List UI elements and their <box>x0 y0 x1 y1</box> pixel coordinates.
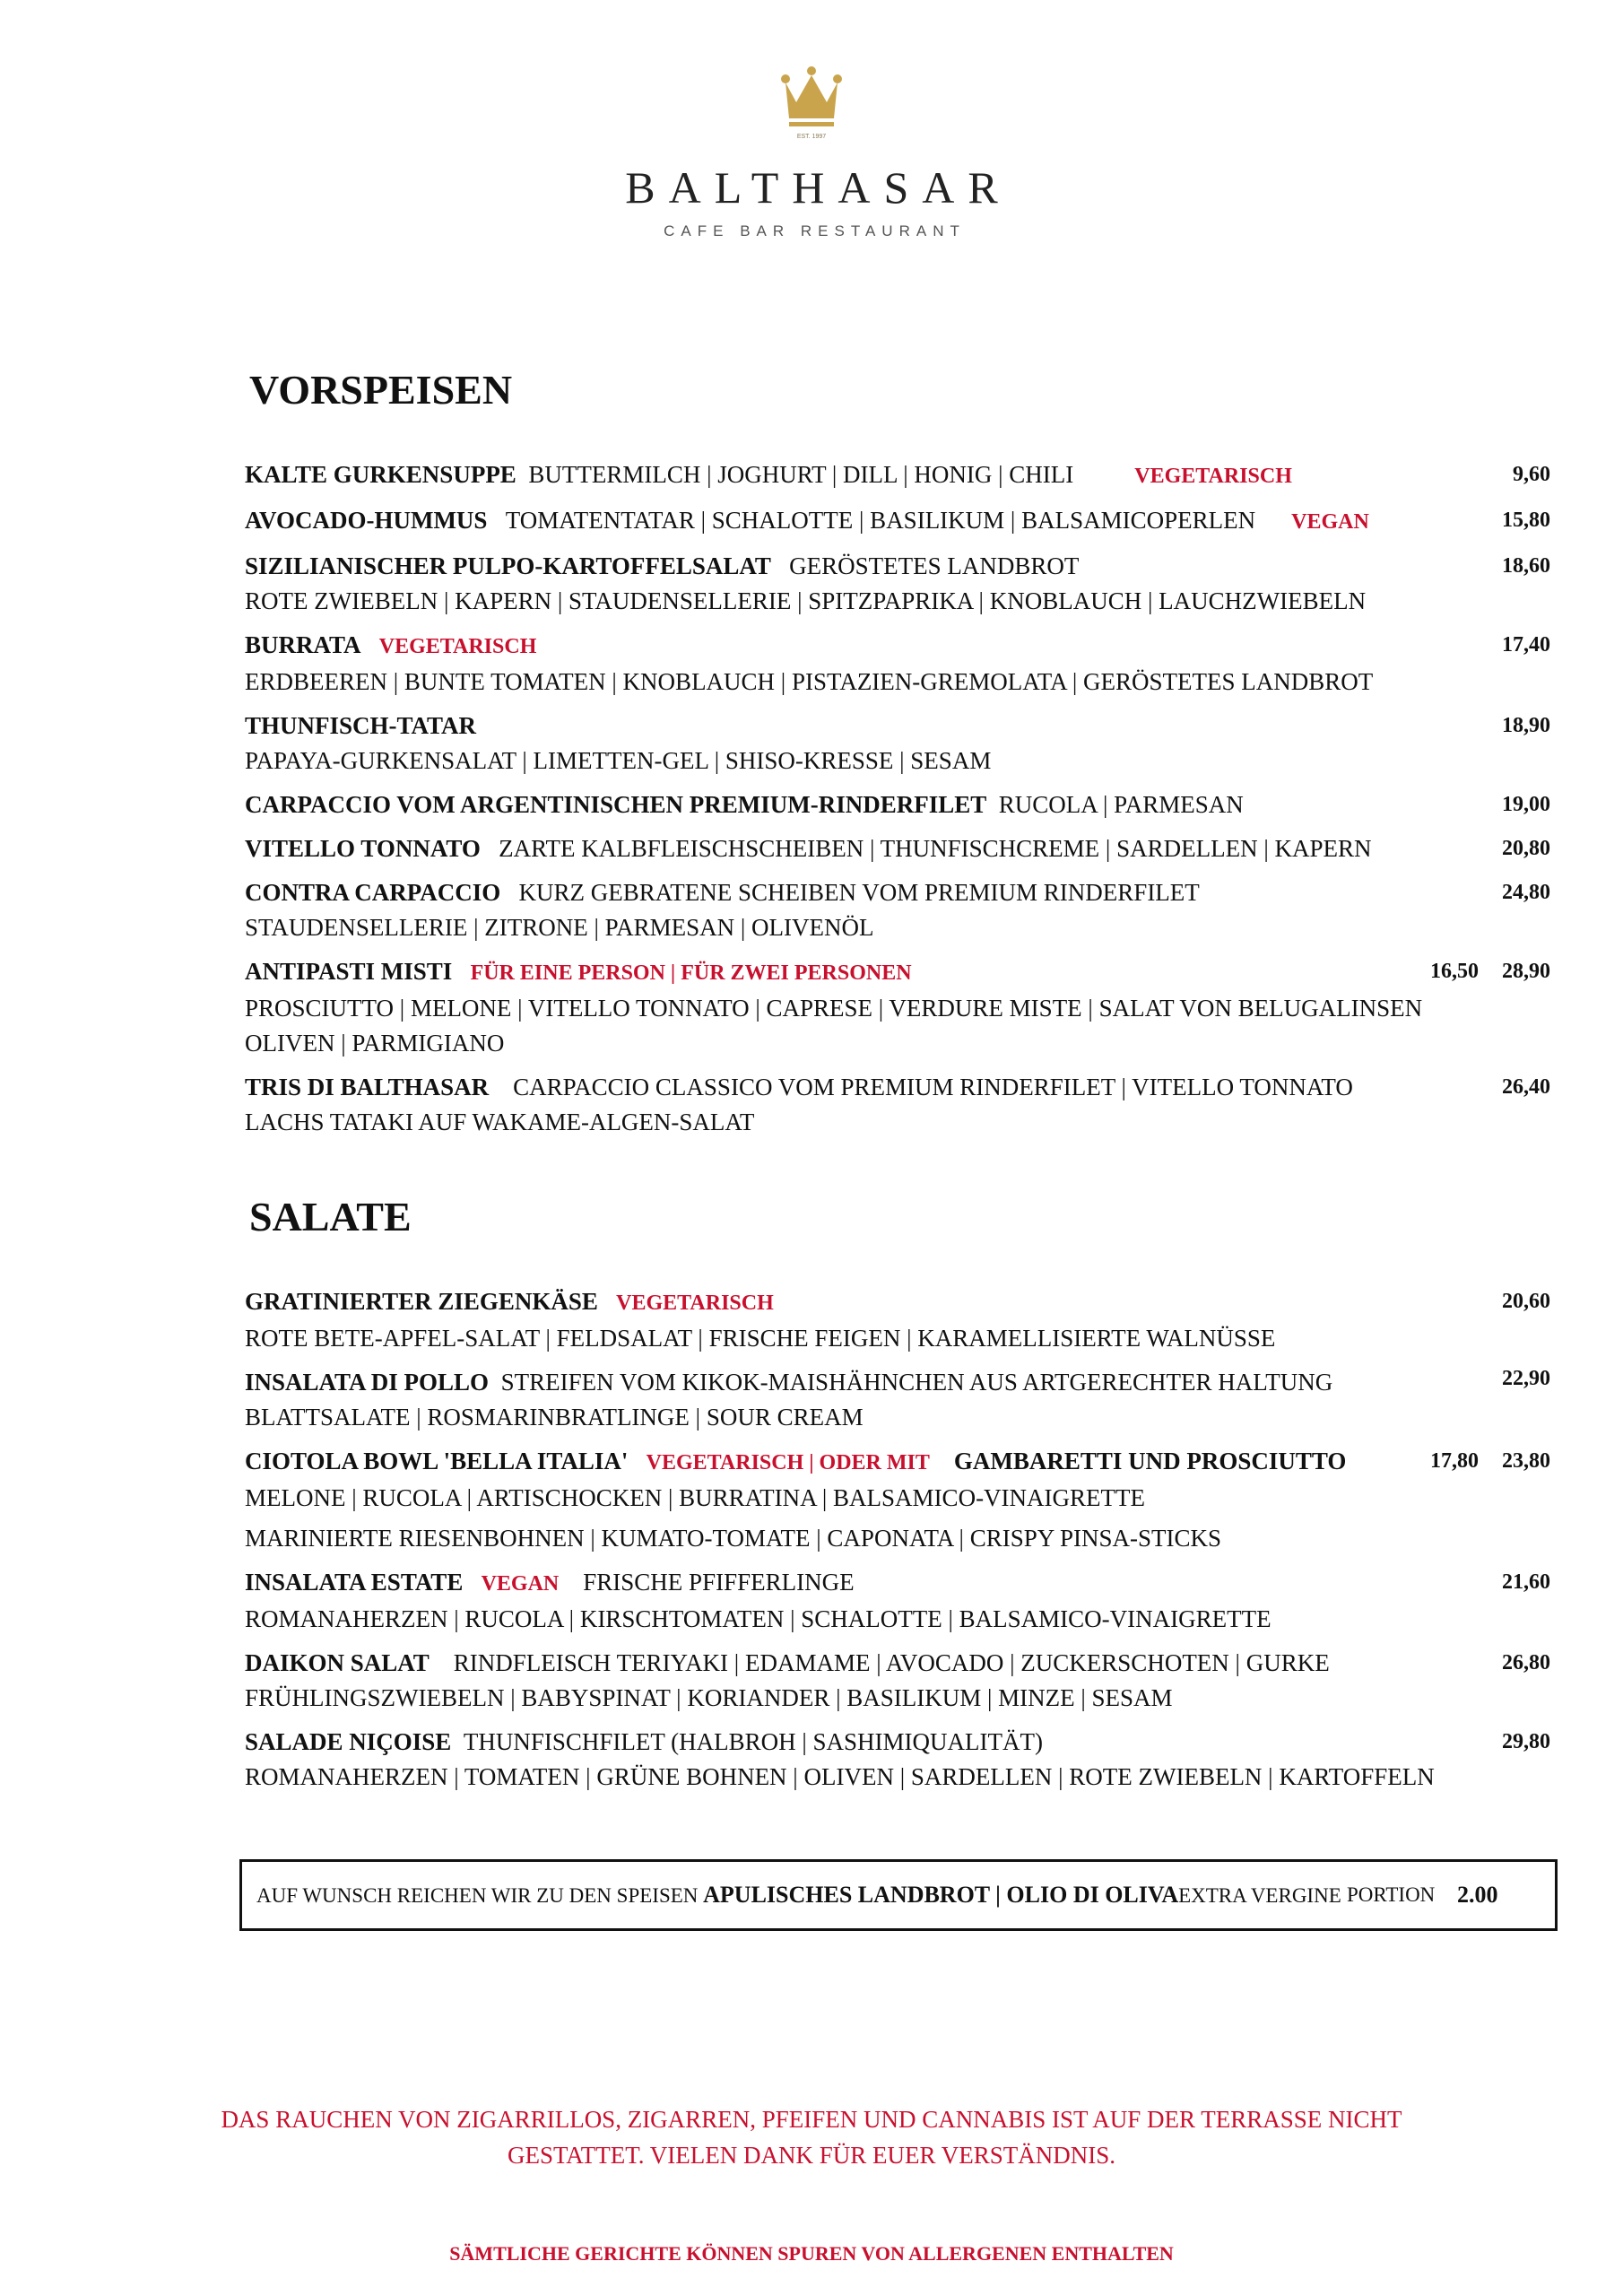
item-description: FRISCHE PFIFFERLINGE <box>583 1569 855 1596</box>
bread-intro: AUF WUNSCH REICHEN WIR ZU DEN SPEISEN <box>256 1884 699 1907</box>
item-description: THUNFISCHFILET (HALBROH | SASHIMIQUALITÄT) <box>463 1728 1043 1755</box>
section-title-vorspeisen: VORSPEISEN <box>249 367 513 413</box>
menu-item <box>245 628 1550 700</box>
item-price: 18,90 <box>1502 714 1550 737</box>
item-description: STAUDENSELLERIE | ZITRONE | PARMESAN | OLIVENÖL <box>245 914 874 941</box>
diet-tag: VEGAN <box>1291 510 1369 534</box>
item-description: LACHS TATAKI AUF WAKAME-ALGEN-SALAT <box>245 1109 755 1135</box>
item-description: GERÖSTETES LANDBROT <box>789 552 1080 579</box>
menu-item <box>245 1070 1550 1140</box>
item-description: RUCOLA | PARMESAN <box>998 791 1244 818</box>
item-name: CONTRA CARPACCIO <box>245 879 501 906</box>
item-name: GRATINIERTER ZIEGENKÄSE <box>245 1288 598 1315</box>
item-name: THUNFISCH-TATAR <box>245 712 477 739</box>
item-price: 26,80 <box>1502 1651 1550 1674</box>
item-price: 29,80 <box>1502 1730 1550 1753</box>
item-price-vegetarian: 17,80 <box>1430 1449 1479 1473</box>
item-name: SALADE NIÇOISE <box>245 1728 452 1755</box>
item-name: ANTIPASTI MISTI <box>245 958 453 985</box>
diet-tag: VEGETARISCH | ODER MIT <box>646 1451 930 1474</box>
crown-caption: EST. 1997 <box>796 134 827 140</box>
bread-highlight: APULISCHES LANDBROT | OLIO DI OLIVA <box>703 1882 1179 1908</box>
item-description: BLATTSALATE | ROSMARINBRATLINGE | SOUR CREAM <box>245 1404 864 1431</box>
menu-item <box>245 1444 1550 1556</box>
brand-tagline: CAFE BAR RESTAURANT <box>664 222 966 239</box>
item-name: BURRATA <box>245 631 361 658</box>
menu-item <box>245 875 1550 945</box>
menu-item <box>245 787 1550 822</box>
item-price: 28,90 <box>1502 960 1550 983</box>
item-name: VITELLO TONNATO <box>245 835 481 862</box>
portion-label: PORTION <box>1347 1883 1436 1906</box>
logo <box>0 63 1623 240</box>
menu-item <box>245 1646 1550 1716</box>
item-price: 22,90 <box>1502 1367 1550 1390</box>
salate-list <box>245 1284 1550 1804</box>
item-price: 23,80 <box>1502 1449 1550 1473</box>
crown-icon <box>780 63 843 144</box>
menu-item <box>245 709 1550 778</box>
vorspeisen-list <box>245 457 1550 1149</box>
menu-item <box>245 549 1550 619</box>
menu-item <box>245 1365 1550 1435</box>
menu-item <box>245 457 1550 494</box>
item-price: 20,80 <box>1502 837 1550 860</box>
item-description: MELONE | RUCOLA | ARTISCHOCKEN | BURRATINA | BALSAMICO-VINAIGRETTE <box>245 1484 1146 1511</box>
menu-item <box>245 503 1550 540</box>
allergen-notice: SÄMTLICHE GERICHTE KÖNNEN SPUREN VON ALLERGENEN ENTHALTEN <box>449 2242 1174 2265</box>
smoking-notice-line2: GESTATTET. VIELEN DANK FÜR EUER VERSTÄNDNIS. <box>507 2142 1116 2169</box>
diet-tag: FÜR EINE PERSON | FÜR ZWEI PERSONEN <box>470 961 912 985</box>
item-description: ROTE BETE-APFEL-SALAT | FELDSALAT | FRISCHE FEIGEN | KARAMELLISIERTE WALNÜSSE <box>245 1325 1276 1352</box>
item-price: 26,40 <box>1502 1075 1550 1099</box>
item-description: BUTTERMILCH | JOGHURT | DILL | HONIG | CHILI <box>528 461 1074 488</box>
item-description: ERDBEEREN | BUNTE TOMATEN | KNOBLAUCH | PISTAZIEN-GREMOLATA | GERÖSTETES LANDBROT <box>245 668 1374 695</box>
item-description: KURZ GEBRATENE SCHEIBEN VOM PREMIUM RINDERFILET <box>518 879 1200 906</box>
item-price: 24,80 <box>1502 881 1550 904</box>
smoking-notice-line1: DAS RAUCHEN VON ZIGARRILLOS, ZIGARREN, PFEIFEN UND CANNABIS IST AUF DER TERRASSE NICHT <box>221 2106 1402 2133</box>
bread-info-text <box>256 1862 1341 1929</box>
diet-tag: VEGETARISCH <box>378 635 537 658</box>
diet-tag: VEGAN <box>481 1572 560 1596</box>
item-price: 18,60 <box>1502 554 1550 578</box>
item-description: RINDFLEISCH TERIYAKI | EDAMAME | AVOCADO | ZUCKERSCHOTEN | GURKE <box>453 1649 1330 1676</box>
brand-name: BALTHASAR <box>625 162 1011 213</box>
item-price: 17,40 <box>1502 633 1550 657</box>
item-name: CIOTOLA BOWL 'BELLA ITALIA' <box>245 1448 629 1474</box>
item-description: MARINIERTE RIESENBOHNEN | KUMATO-TOMATE | CAPONATA | CRISPY PINSA-STICKS <box>245 1525 1222 1552</box>
item-name: DAIKON SALAT <box>245 1649 430 1676</box>
menu-item <box>245 1565 1550 1637</box>
item-name: CARPACCIO VOM ARGENTINISCHEN PREMIUM-RINDERFILET <box>245 791 987 818</box>
item-name: AVOCADO-HUMMUS <box>245 507 488 534</box>
item-description: ROTE ZWIEBELN | KAPERN | STAUDENSELLERIE | SPITZPAPRIKA | KNOBLAUCH | LAUCHZWIEBELN <box>245 587 1367 614</box>
item-description: ROMANAHERZEN | RUCOLA | KIRSCHTOMATEN | SCHALOTTE | BALSAMICO-VINAIGRETTE <box>245 1605 1271 1632</box>
item-description: TOMATENTATAR | SCHALOTTE | BASILIKUM | BALSAMICOPERLEN <box>505 507 1256 534</box>
item-description: STREIFEN VOM KIKOK-MAISHÄHNCHEN AUS ARTGERECHTER HALTUNG <box>500 1369 1333 1396</box>
item-price: 21,60 <box>1502 1570 1550 1594</box>
item-description: ZARTE KALBFLEISCHSCHEIBEN | THUNFISCHCREME | SARDELLEN | KAPERN <box>499 835 1372 862</box>
item-name-variant: GAMBARETTI UND PROSCIUTTO <box>953 1448 1347 1474</box>
item-description: OLIVEN | PARMIGIANO <box>245 1030 505 1057</box>
item-description: PAPAYA-GURKENSALAT | LIMETTEN-GEL | SHISO-KRESSE | SESAM <box>245 747 992 774</box>
section-title-salate: SALATE <box>249 1194 412 1239</box>
diet-tag: VEGETARISCH <box>1134 465 1292 488</box>
diet-tag: VEGETARISCH <box>616 1292 774 1315</box>
item-price: 15,80 <box>1502 509 1550 532</box>
menu-item <box>245 1725 1550 1795</box>
portion-price: 2.00 <box>1457 1882 1498 1908</box>
item-price: 9,60 <box>1513 463 1550 486</box>
menu-item <box>245 1284 1550 1356</box>
menu-item <box>245 831 1550 866</box>
item-name: SIZILIANISCHER PULPO-KARTOFFELSALAT <box>245 552 771 579</box>
item-description: PROSCIUTTO | MELONE | VITELLO TONNATO | CAPRESE | VERDURE MISTE | SALAT VON BELUGALINSEN <box>245 995 1423 1022</box>
item-description: FRÜHLINGSZWIEBELN | BABYSPINAT | KORIANDER | BASILIKUM | MINZE | SESAM <box>245 1684 1173 1711</box>
item-name: TRIS DI BALTHASAR <box>245 1074 490 1100</box>
bread-info-box <box>239 1859 1558 1931</box>
bread-suffix: EXTRA VERGINE <box>1178 1884 1341 1907</box>
item-description: ROMANAHERZEN | TOMATEN | GRÜNE BOHNEN | OLIVEN | SARDELLEN | ROTE ZWIEBELN | KARTOFFELN <box>245 1763 1435 1790</box>
item-description: CARPACCIO CLASSICO VOM PREMIUM RINDERFILET | VITELLO TONNATO <box>513 1074 1353 1100</box>
item-price: 19,00 <box>1502 793 1550 816</box>
item-name: KALTE GURKENSUPPE <box>245 461 516 488</box>
item-name: INSALATA DI POLLO <box>245 1369 490 1396</box>
item-name: INSALATA ESTATE <box>245 1569 464 1596</box>
item-price-single: 16,50 <box>1430 960 1479 983</box>
item-price: 20,60 <box>1502 1290 1550 1313</box>
menu-item <box>245 954 1550 1061</box>
smoking-notice <box>0 2101 1623 2173</box>
